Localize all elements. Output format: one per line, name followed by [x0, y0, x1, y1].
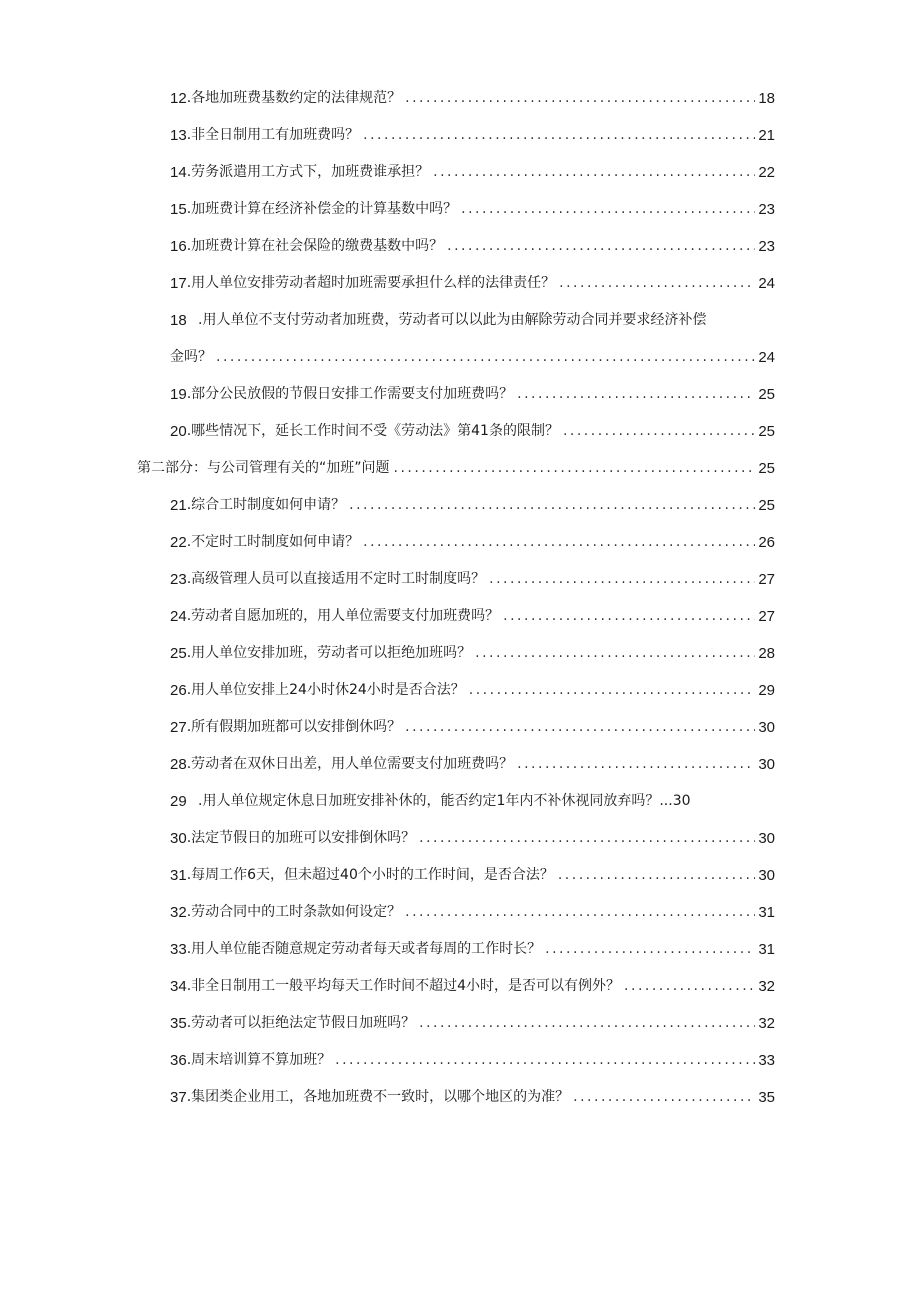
dot-leader	[469, 672, 756, 709]
toc-entry[interactable]	[0, 154, 920, 191]
toc-page-number: 32	[758, 978, 775, 995]
toc-entry[interactable]	[0, 524, 920, 561]
toc-entry[interactable]	[0, 968, 920, 1005]
toc-entry-number: 16	[170, 238, 187, 255]
toc-page-number: 18	[758, 90, 775, 107]
toc-line	[170, 1079, 775, 1116]
toc-line	[170, 820, 775, 857]
dot-leader	[503, 598, 755, 635]
toc-page-number: 21	[758, 127, 775, 144]
dot-leader	[461, 191, 755, 228]
toc-line	[170, 413, 775, 450]
toc-page-number: 32	[758, 1015, 775, 1032]
toc-entry-title: .高级管理人员可以直接适用不定时工时制度吗？	[186, 571, 486, 587]
toc-entry-title: .用人单位能否随意规定劳动者每天或者每周的工作时长？	[186, 941, 542, 957]
toc-entry-number: 14	[170, 164, 187, 181]
toc-entry-number: 35	[170, 1015, 187, 1032]
toc-entry-number: 13	[170, 127, 187, 144]
toc-page-number: 29	[758, 682, 775, 699]
toc-entry-title: .不定时工时制度如何申请？	[186, 534, 360, 550]
toc-entry-number: 28	[170, 756, 187, 773]
toc-entry-title: .用人单位规定休息日加班安排补休的，能否约定1年内不补休视同放弃吗？...30	[198, 793, 691, 809]
toc-page-number: 33	[758, 1052, 775, 1069]
dot-leader	[363, 524, 755, 561]
dot-leader	[419, 1005, 755, 1042]
toc-entry-title: .非全日制用工有加班费吗？	[186, 127, 360, 143]
toc-entry-number: 32	[170, 904, 187, 921]
toc-line	[170, 191, 775, 228]
toc-entry-title: .法定节假日的加班可以安排倒休吗？	[186, 830, 416, 846]
toc-entry[interactable]	[0, 820, 920, 857]
toc-entry-number: 15	[170, 201, 187, 218]
toc-entry-title: .加班费计算在经济补偿金的计算基数中吗？	[186, 201, 458, 217]
toc-page-number: 25	[758, 386, 775, 403]
dot-leader	[624, 968, 755, 1005]
toc-line	[170, 376, 775, 413]
toc-entry-number: 27	[170, 719, 187, 736]
toc-entry-number: 37	[170, 1089, 187, 1106]
toc-page-number: 30	[758, 867, 775, 884]
toc-entry[interactable]	[0, 894, 920, 931]
toc-entry-title: .部分公民放假的节假日安排工作需要支付加班费吗？	[186, 386, 514, 402]
dot-leader	[489, 561, 755, 598]
toc-entry-number: 33	[170, 941, 187, 958]
toc-entry[interactable]	[0, 376, 920, 413]
toc-line	[170, 968, 775, 1005]
toc-entry[interactable]	[0, 746, 920, 783]
toc-entry[interactable]	[0, 117, 920, 154]
toc-entry[interactable]	[0, 598, 920, 635]
toc-entry-title: .综合工时制度如何申请？	[186, 497, 346, 513]
toc-entry[interactable]	[0, 561, 920, 598]
dot-leader	[559, 265, 755, 302]
toc-entry-number: 31	[170, 867, 187, 884]
toc-line	[170, 931, 775, 968]
toc-line	[170, 265, 775, 302]
toc-page-number: 30	[758, 756, 775, 773]
toc-entry-number: 20	[170, 423, 187, 440]
dot-leader	[349, 487, 755, 524]
dot-leader	[573, 1079, 755, 1116]
toc-entry-number: 36	[170, 1052, 187, 1069]
toc-page-number: 35	[758, 1089, 775, 1106]
toc-page-number: 31	[758, 941, 775, 958]
dot-leader	[419, 820, 755, 857]
toc-entry-title: .劳动者可以拒绝法定节假日加班吗？	[186, 1015, 416, 1031]
toc-page-number: 23	[758, 238, 775, 255]
dot-leader	[475, 635, 755, 672]
toc-page-number: 27	[758, 571, 775, 588]
dot-leader	[405, 894, 755, 931]
dot-leader	[363, 117, 755, 154]
toc-line	[170, 635, 775, 672]
toc-entry-title: .劳务派遣用工方式下，加班费谁承担？	[186, 164, 430, 180]
toc-line	[170, 302, 775, 339]
toc-entry-title: .每周工作6天，但未超过40个小时的工作时间，是否合法？	[186, 867, 554, 883]
dot-leader	[433, 154, 755, 191]
toc-line	[137, 450, 775, 487]
toc-entry-number: 26	[170, 682, 187, 699]
toc-page-number: 26	[758, 534, 775, 551]
toc-entry-title: .各地加班费基数约定的法律规范？	[186, 90, 402, 106]
toc-entry-title: .用人单位安排上24小时休24小时是否合法？	[186, 682, 465, 698]
dot-leader	[394, 450, 756, 487]
toc-line	[170, 154, 775, 191]
toc-entry-title: .集团类企业用工，各地加班费不一致时，以哪个地区的为准？	[186, 1089, 570, 1105]
toc-entry-title: .用人单位不支付劳动者加班费，劳动者可以以此为由解除劳动合同并要求经济补偿	[198, 312, 707, 328]
toc-entry-title: .非全日制用工一般平均每天工作时间不超过4小时，是否可以有例外？	[186, 978, 621, 994]
toc-entry-title: .劳动合同中的工时条款如何设定？	[186, 904, 402, 920]
toc-line	[170, 746, 775, 783]
toc-line	[170, 894, 775, 931]
toc-entry-title: .哪些情况下，延长工作时间不受《劳动法》第41条的限制？	[186, 423, 559, 439]
toc-entry-title: .用人单位安排加班，劳动者可以拒绝加班吗？	[186, 645, 472, 661]
dot-leader	[563, 413, 755, 450]
toc-entry[interactable]	[0, 857, 920, 894]
toc-entry-number: 30	[170, 830, 187, 847]
toc-entry[interactable]	[0, 265, 920, 302]
toc-page-number: 27	[758, 608, 775, 625]
toc-entry-number: 22	[170, 534, 187, 551]
toc-entry[interactable]	[0, 635, 920, 672]
dot-leader	[545, 931, 755, 968]
toc-entry-number: 21	[170, 497, 187, 514]
toc-entry-number: 34	[170, 978, 187, 995]
toc-page-number: 31	[758, 904, 775, 921]
toc-line	[170, 524, 775, 561]
toc-entry-title: .劳动者自愿加班的，用人单位需要支付加班费吗？	[186, 608, 500, 624]
toc-section-title: 第二部分：与公司管理有关的“加班”问题	[137, 460, 390, 476]
toc-page-number: 30	[758, 830, 775, 847]
toc-entry[interactable]	[0, 191, 920, 228]
toc-entry-title: .周末培训算不算加班？	[186, 1052, 332, 1068]
toc-line	[170, 80, 775, 117]
toc-entry-number: 18	[170, 312, 187, 329]
toc-page-number: 22	[758, 164, 775, 181]
toc-entry-number: 23	[170, 571, 187, 588]
toc-page-number: 30	[758, 719, 775, 736]
toc-entry[interactable]	[0, 413, 920, 450]
toc-page-number: 23	[758, 201, 775, 218]
toc-entry[interactable]	[0, 1005, 920, 1042]
dot-leader	[405, 80, 755, 117]
toc-section-heading[interactable]	[0, 450, 920, 487]
toc-entry[interactable]	[0, 487, 920, 524]
toc-entry[interactable]	[0, 709, 920, 746]
toc-entry[interactable]	[0, 80, 920, 117]
toc-entry[interactable]	[0, 228, 920, 265]
toc-line	[170, 598, 775, 635]
dot-leader	[558, 857, 755, 894]
toc-page-number: 25	[758, 423, 775, 440]
toc-line	[170, 672, 775, 709]
dot-leader	[517, 376, 755, 413]
toc-entry-title: .加班费计算在社会保险的缴费基数中吗？	[186, 238, 444, 254]
toc-entry[interactable]	[0, 1079, 920, 1116]
toc-page-number: 24	[758, 349, 775, 366]
toc-page-number: 25	[758, 460, 775, 477]
toc-entry-number: 12	[170, 90, 187, 107]
toc-entry[interactable]	[0, 302, 920, 376]
toc-entry-number: 17	[170, 275, 187, 292]
toc-entry[interactable]	[0, 672, 920, 709]
toc-entry-title: .用人单位安排劳动者超时加班需要承担什么样的法律责任？	[186, 275, 556, 291]
toc-line	[170, 561, 775, 598]
toc-entry-title: .劳动者在双休日出差，用人单位需要支付加班费吗？	[186, 756, 514, 772]
toc-line	[170, 228, 775, 265]
toc-entry-number: 29	[170, 793, 187, 810]
toc-entry-title-continued: 金吗？	[170, 349, 212, 365]
toc-line	[170, 783, 775, 820]
toc-line	[170, 1042, 775, 1079]
toc-entry[interactable]	[0, 783, 920, 820]
toc-entry[interactable]	[0, 931, 920, 968]
toc-entry-number: 24	[170, 608, 187, 625]
toc-entry-number: 19	[170, 386, 187, 403]
toc-entry[interactable]	[0, 1042, 920, 1079]
dot-leader	[447, 228, 755, 265]
dot-leader	[335, 1042, 755, 1079]
toc-page-number: 25	[758, 497, 775, 514]
toc-page-number: 24	[758, 275, 775, 292]
toc-entry-number: 25	[170, 645, 187, 662]
dot-leader	[517, 746, 755, 783]
dot-leader	[405, 709, 755, 746]
toc-line	[170, 1005, 775, 1042]
toc-line	[170, 117, 775, 154]
toc-line	[170, 487, 775, 524]
table-of-contents	[0, 80, 920, 1116]
toc-entry-title: .所有假期加班都可以安排倒休吗？	[186, 719, 402, 735]
dot-leader	[216, 339, 755, 376]
toc-line-continued	[170, 339, 775, 376]
toc-line	[170, 709, 775, 746]
toc-line	[170, 857, 775, 894]
toc-page-number: 28	[758, 645, 775, 662]
